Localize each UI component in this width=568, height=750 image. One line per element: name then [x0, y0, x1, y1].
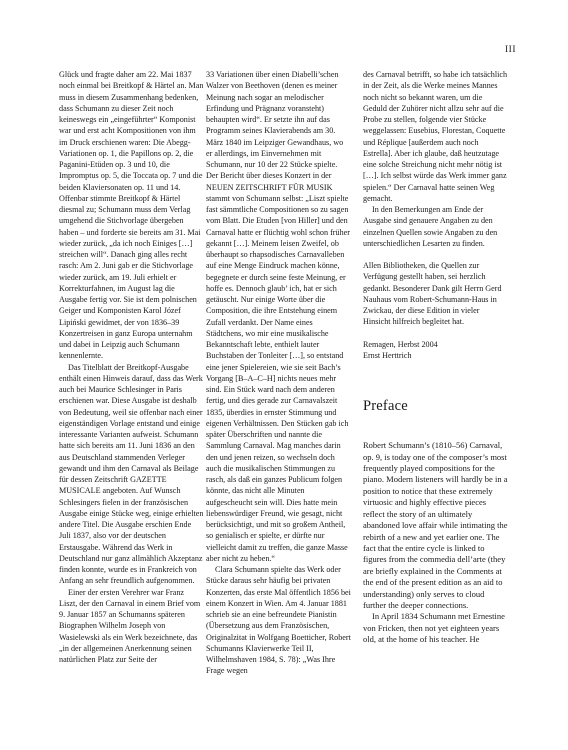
- preface-body: [363, 440, 508, 645]
- paragraph: In April 1834 Schumann met Ernestine von Fricken, then not yet eighteen years old, at the home of his teacher. He: [363, 611, 505, 645]
- preface-heading: Preface: [363, 398, 408, 414]
- paragraph: Robert Schumann’s (1810–56) Carnaval, op. 9, is today one of the composer’s most frequently played compositions for the piano. Modern listeners will hardly be in a position to notice that these extremely virtuosic and highly effective pieces reflect the story of an ultimately abandoned love affair while intimating the rebirth of a new and yet earlier one. The fact that the entire cycle is linked to figures from the commedia dell’arte (they are briefly explained in the Comments at the end of the present edition as an aid to understanding) only serves to cloud further the deeper connections.: [363, 440, 508, 610]
- column-german-1: [59, 69, 204, 665]
- signature-author: Ernst Herttrich: [363, 350, 412, 360]
- column-german-3: [363, 69, 508, 646]
- paragraph: Clara Schumann spielte das Werk oder Stücke daraus sehr häufig bei privaten Konzerten, das erste Mal öffentlich 1856 bei einem Konzert in Wien. Am 4. Januar 1881 schrieb sie an eine befreundete Pianistin (Übersetzung aus dem Französischen, Originalzitat in Wolfgang Boetticher, Robert Schumanns Klavierwerke Teil II, Wilhelmshaven 1984, S. 78): „Was Ihre Frage wegen: [206, 565, 351, 676]
- paragraph: In den Bemerkungen am Ende der Ausgabe sind genauere Angaben zu den einzelnen Quellen sowie Angaben zu den unterschiedlichen Lesarten zu finden.: [363, 205, 498, 248]
- paragraph: Einer der ersten Verehrer war Franz Liszt, der den Carnaval in einem Brief vom 9. Januar 1857 an Schumanns späteren Biographen Wilhelm Joseph von Wasielewski als ein Werk bezeichnete, das „in der allgemeinen Anerkennung seinen natürlichen Platz zur Seite der: [59, 587, 201, 664]
- acknowledgement-paragraph: Allen Bibliotheken, die Quellen zur Verfügung gestellt haben, sei herzlich gedankt. Besonderer Dank gilt Herrn Gerd Nauhaus vom Robert-Schumann-Haus in Zwickau, der diese Edition in vieler Hinsicht hilfreich begleitet hat.: [363, 261, 502, 327]
- paragraph: Das Titelblatt der Breitkopf-Ausgabe enthält einen Hinweis darauf, dass das Werk auch bei Maurice Schlesinger in Paris erschienen war. Diese Ausgabe ist deshalb von Bedeutung, weil sie offenbar nach einer eigenständigen Vorlage entstand und einige interessante Varianten aufweist. Schumann hatte sich bereits am 11. Juni 1836 an den aus Deutschland stammenden Verleger gewandt und ihm den Carnaval als Beilage für dessen Zeitschrift GAZETTE MUSICALE angeboten. Auf Wunsch Schlesingers fielen in der französischen Ausgabe einige Stücke weg, einige erhielten andere Titel. Die Ausgabe erschien Ende Juli 1837, also vor der deutschen Erstausgabe. Während das Werk in Deutschland nur ganz allmählich Akzeptanz finden konnte, wurde es in Frankreich von Anfang an sehr freundlich aufgenommen.: [59, 362, 204, 586]
- column-german-2: [206, 69, 351, 677]
- paragraph: Glück und fragte daher am 22. Mai 1837 noch einmal bei Breitkopf & Härtel an. Man muss in diesem Zusammenhang bedenken, dass Schumann zu dieser Zeit noch keineswegs ein „eingeführter“ Komponist war und erst acht Kompositionen von ihm im Druck erschienen waren: Die Abegg-Variationen op. 1, die Papillons op. 2, die Paganini-Etüden op. 3 und 10, die Impromptus op. 5, die Toccata op. 7 und die beiden Klaviersonaten op. 11 und 14. Offenbar stimmte Breitkopf & Härtel diesmal zu; Schumann muss dem Verlag umgehend die Stichvorlage übergeben haben – und forderte sie bereits am 31. Mai wieder zurück, „da ich noch Einiges […] streichen will“. Danach ging alles recht rasch: Am 2. Juni gab er die Stichvorlage wieder zurück, am 19. Juli erhielt er Korrekturfahnen, im August lag die Ausgabe fertig vor. Sie ist dem polnischen Geiger und Komponisten Karol Józef Lipiński gewidmet, der von 1836–39 Konzertreisen in ganz Europa unternahm und dabei in Leipzig auch Schumann kennenlernte.: [59, 70, 204, 361]
- paragraph: des Carnaval betrifft, so habe ich tatsächlich in der Zeit, als die Werke meines Mannes noch nicht so bekannt waren, um die Geduld der Zuhörer nicht allzu sehr auf die Probe zu stellen, folgende vier Stücke weggelassen: Eusebius, Florestan, Coquette und Réplique [außerdem auch noch Estrella]. Aber ich glaube, daß heutzutage eine solche Streichung nicht mehr nötig ist […]. Ich selbst würde das Werk immer ganz spielen.“ Der Carnaval hatte seinen Weg gemacht.: [363, 70, 508, 203]
- page-number: III: [505, 45, 516, 55]
- paragraph: 33 Variationen über einen Diabelli’schen Walzer von Beethoven (denen es meiner Meinung nach sogar an melodischer Erfindung und Prägnanz voransteht) behaupten wird“. Er setzte ihn auf das Programm seines Klavierabends am 30. März 1840 im Leipziger Gewandhaus, wo er allerdings, im Einvernehmen mit Schumann, nur 10 der 22 Stücke spielte. Der Bericht über dieses Konzert in der NEUEN ZEITSCHRIFT FÜR MUSIK stammt von Schumann selbst: „Liszt spielte fast sämmtliche Compositionen so zu sagen vom Blatt. Die Etuden [von Hiller] und den Carnaval hatte er flüchtig wohl schon früher gekannt […]. Meinem leisen Zweifel, ob überhaupt so rhapsodisches Carnavalleben auf eine Menge Eindruck machen könne, begegnete er durch seine feste Meinung, er hoffe es. Dennoch glaub’ ich, hat er sich getäuscht. Nur einige Worte über die Composition, die ihre Entstehung einem Zufall verdankt. Der Name eines Städtchens, wo mir eine musikalische Bekanntschaft lebte, enthielt lauter Buchstaben der Tonleiter […], so entstand eine jener Spielereien, wie sie seit Bach’s Vorgang [B–A–C–H] nichts neues mehr sind. Ein Stück ward nach dem anderen fertig, und dies gerade zur Carnavalszeit 1835, überdies in ernster Stimmung und eigenen Verhältnissen. Den Stücken gab ich später Überschriften und nannte die Sammlung Carnaval. Mag manches darin den und jenen reizen, so wechseln doch auch die musikalischen Stimmungen zu rasch, als daß ein ganzes Publicum folgen könnte, das nicht alle Minuten aufgescheucht sein will. Dies hatte mein liebenswürdiger Freund, wie gesagt, nicht berücksichtigt, und mit so großem Antheil, so genialisch er spielte, er dürfte nur vielleicht damit zu treffen, die ganze Masse aber nicht zu heben.“: [206, 70, 350, 563]
- signature-place-date: Remagen, Herbst 2004: [363, 339, 438, 349]
